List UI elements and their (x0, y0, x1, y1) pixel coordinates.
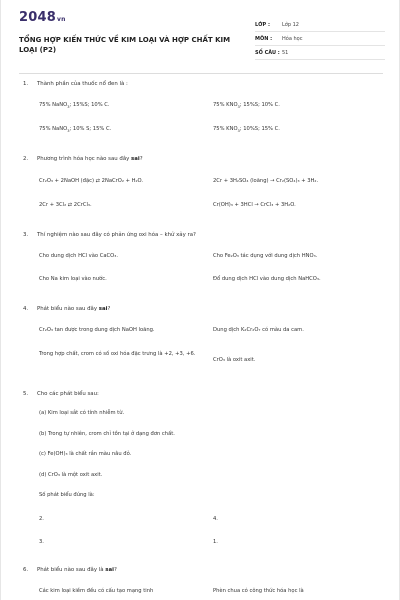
q5-statement-d: (d) CrO₃ là một oxit axit. (39, 472, 103, 478)
q5-statement-b: (b) Trong tự nhiên, crom chỉ tồn tại ở dạng đơn chất. (39, 431, 175, 437)
q6-option-a[interactable]: Các kim loại kiềm đều có cấu tạo mạng tinh (39, 588, 154, 594)
q3-option-a[interactable]: Cho dung dịch HCl vào CaCO₃. (39, 253, 118, 259)
page-title: TỔNG HỢP KIẾN THỨC VỀ KIM LOẠI VÀ HỢP CHẤT KIM LOẠI (P2) (19, 36, 231, 54)
q5-option-b[interactable]: 4. (213, 516, 218, 522)
q5-prompt: Số phát biểu đúng là: (39, 492, 95, 498)
header-divider (19, 73, 383, 74)
q5-option-d[interactable]: 1. (213, 539, 218, 545)
q2-option-d[interactable]: Cr(OH)₃ + 3HCl → CrCl₃ + 3H₂O. (213, 202, 296, 208)
q5-option-c[interactable]: 3. (39, 539, 44, 545)
q1-option-c[interactable]: 75% NaNO$_3$; 10% S; 15% C. (39, 126, 112, 134)
meta-subject: MÔN : Hóa học (255, 32, 385, 46)
meta-count: SỐ CÂU : 51 (255, 46, 385, 60)
meta-box (255, 18, 385, 60)
q4-option-b[interactable]: Dung dịch K₂Cr₂O₇ có màu da cam. (213, 327, 304, 333)
q3-option-c[interactable]: Cho Na kim loại vào nước. (39, 276, 107, 282)
q3-option-b[interactable]: Cho Fe₂O₃ tác dụng với dung dịch HNO₃. (213, 253, 318, 259)
site-logo[interactable]: 2048vn (19, 10, 66, 25)
q4-option-a[interactable]: Cr₂O₃ tan được trong dung dịch NaOH loãng. (39, 327, 155, 333)
q2-option-c[interactable]: 2Cr + 3Cl₂ ⇄ 2CrCl₃. (39, 202, 92, 208)
q6-option-b[interactable]: Phèn chua có công thức hóa học là (213, 588, 304, 594)
meta-class: LỚP : Lớp 12 (255, 18, 385, 32)
q2-option-a[interactable]: Cr₂O₃ + 2NaOH (đặc) ⇄ 2NaCrO₂ + H₂O. (39, 178, 144, 184)
q3-option-d[interactable]: Đổ dung dịch HCl vào dung dịch NaHCO₃. (213, 276, 321, 282)
q5-option-a[interactable]: 2. (39, 516, 44, 522)
q1-option-a[interactable]: 75% NaNO$_3$; 15%S; 10% C. (39, 102, 110, 110)
q5-statement-c: (c) Fe(OH)₃ là chất rắn màu nâu đỏ. (39, 451, 132, 457)
q4-option-c[interactable]: Trong hợp chất, crom có số oxi hóa đặc trưng là +2, +3, +6. (39, 351, 196, 357)
q2-option-b[interactable]: 2Cr + 3H₂SO₄ (loãng) → Cr₂(SO₄)₃ + 3H₂. (213, 178, 319, 184)
q1-option-b[interactable]: 75% $KNO_3$; 15%S; 10% C. (213, 102, 280, 110)
q4-option-d[interactable]: CrO₃ là oxit axit. (213, 357, 256, 363)
header (19, 10, 384, 56)
q5-statement-a: (a) Kim loại sắt có tính nhiễm từ. (39, 410, 125, 416)
worksheet-page: 2048vn TỔNG HỢP KIẾN THỨC VỀ KIM LOẠI VÀ HỢP CHẤT KIM LOẠI (P2) LỚP : Lớp 12 MÔN : Hóa học SỐ CÂU : 51 1. Thành phần của thuốc nổ đen là : 75% NaNO$_3$; 15%S; 10% C. 75% $KNO_3$; 15%S; 10% C. 75% NaNO$_3$; 10% S; 15% C. 75% $KNO_3$; 10%S; 15% C. 2. Phương trình hóa học nào sau đây sai? Cr₂O₃ + 2NaOH (đặc) ⇄ 2NaCrO₂ + H₂O. 2Cr + 3H₂SO₄ (loãng) → Cr₂(SO₄)₃ + 3H₂. 2Cr + 3Cl₂ ⇄ 2CrCl₃. Cr(OH)₃ + 3HCl → CrCl₃ + 3H₂O. 3. Thí nghiệm nào sau đây có phản ứng oxi hóa – khử xảy ra? Cho dung dịch HCl vào CaCO₃. Cho Fe₂O₃ tác dụng với dung dịch HNO₃. Cho Na kim loại vào nước. Đổ dung dịch HCl vào dung dịch NaHCO₃. 4. Phát biểu nào sau đây sai? Cr₂O₃ tan được trong dung dịch NaOH loãng. Dung dịch K₂Cr₂O₇ có màu da cam. Trong hợp chất, crom có số oxi hóa đặc trưng là +2, +3, +6. CrO₃ là oxit axit. 5. Cho các phát biểu sau: (a) Kim loại sắt có tính nhiễm từ. (b) Trong tự nhiên, crom chỉ tồn tại ở dạng đơn chất. (c) Fe(OH)₃ là chất rắn màu nâu đỏ. (d) CrO₃ là một oxit axit. Số phát biểu đúng là: 2. 4. 3. 1. 6. Phát biểu nào sau đây là sai? Các kim loại kiềm đều có cấu tạo mạng tinh Phèn chua có công thức hóa học là (0, 0, 400, 600)
q1-option-d[interactable]: 75% $KNO_3$; 10%S; 15% C. (213, 126, 280, 134)
